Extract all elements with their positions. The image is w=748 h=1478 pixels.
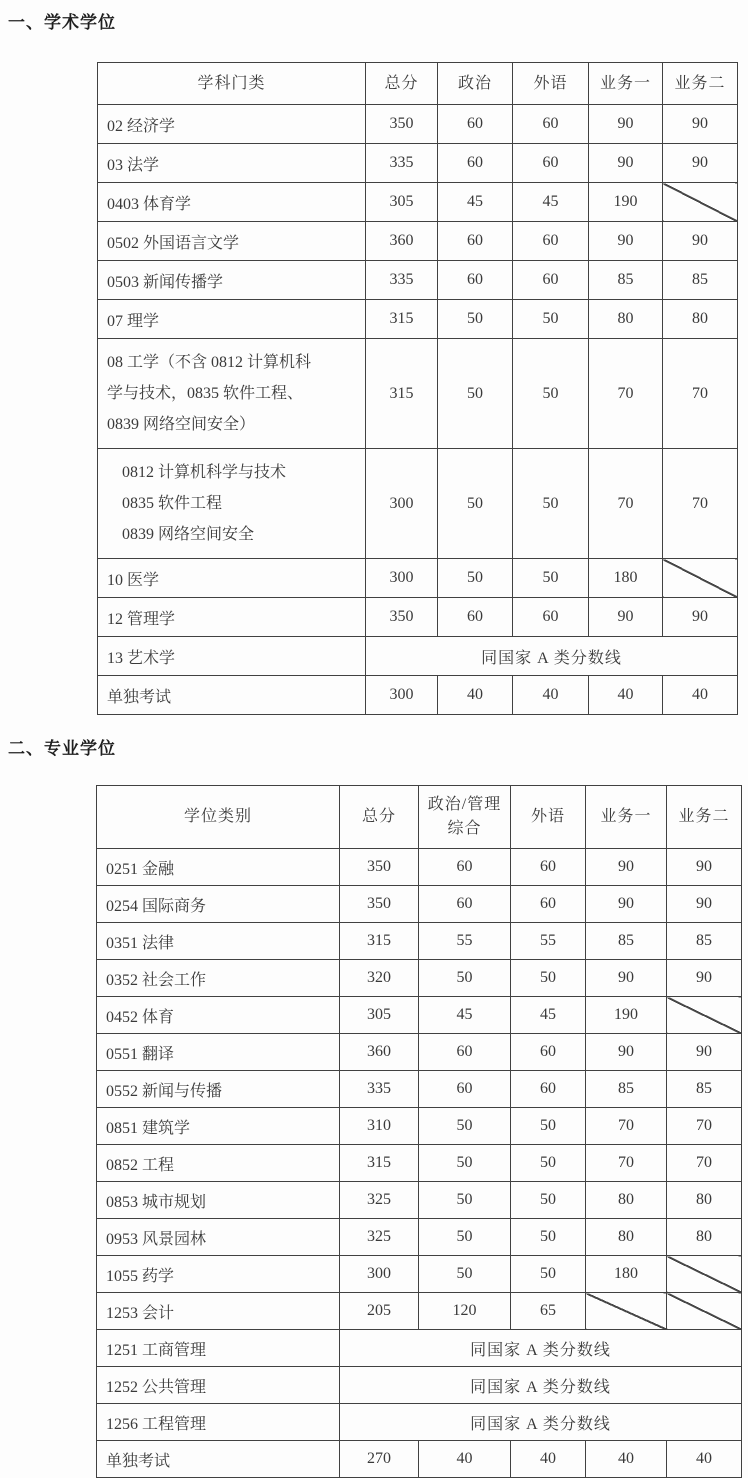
score-cell: 50 (511, 1182, 586, 1219)
score-cell: 60 (513, 261, 589, 300)
category-cell: 0403 体育学 (98, 183, 366, 222)
table-row (98, 339, 738, 449)
category-line: 08 工学（不含 0812 计算机科 (107, 354, 312, 371)
crossed-out-cell (663, 559, 738, 598)
column-header: 学位类别 (97, 786, 340, 849)
score-cell: 70 (667, 1145, 742, 1182)
score-cell: 350 (366, 105, 438, 144)
score-cell: 90 (589, 144, 663, 183)
score-cell: 60 (419, 849, 511, 886)
category-cell (98, 339, 366, 449)
table-row (97, 1330, 742, 1367)
score-cell: 325 (340, 1219, 419, 1256)
table-row (97, 923, 742, 960)
score-cell: 60 (419, 1034, 511, 1071)
score-cell: 70 (667, 1108, 742, 1145)
score-cell: 320 (340, 960, 419, 997)
table-row (98, 559, 738, 598)
score-cell: 205 (340, 1293, 419, 1330)
column-header: 业务一 (589, 63, 663, 105)
score-cell: 50 (511, 1145, 586, 1182)
table-row (97, 1071, 742, 1108)
score-cell: 50 (511, 960, 586, 997)
score-cell: 60 (438, 222, 513, 261)
score-cell: 270 (340, 1441, 419, 1478)
category-cell: 13 艺术学 (98, 637, 366, 676)
category-cell: 单独考试 (97, 1441, 340, 1478)
category-cell: 0552 新闻与传播 (97, 1071, 340, 1108)
score-cell: 315 (366, 300, 438, 339)
table-row (97, 1293, 742, 1330)
score-cell: 60 (511, 1034, 586, 1071)
score-cell: 180 (586, 1256, 667, 1293)
column-header: 业务一 (586, 786, 667, 849)
score-cell: 50 (419, 1108, 511, 1145)
column-header: 总分 (340, 786, 419, 849)
score-cell: 315 (366, 339, 438, 449)
merged-note-cell: 同国家 A 类分数线 (366, 637, 738, 676)
category-cell: 12 管理学 (98, 598, 366, 637)
column-header: 业务二 (663, 63, 738, 105)
score-cell: 335 (366, 261, 438, 300)
table-row (98, 105, 738, 144)
score-cell: 45 (419, 997, 511, 1034)
score-cell: 55 (419, 923, 511, 960)
score-cell: 85 (663, 261, 738, 300)
category-cell: 07 理学 (98, 300, 366, 339)
score-cell: 300 (366, 449, 438, 559)
score-cell: 70 (586, 1145, 667, 1182)
score-cell: 90 (586, 886, 667, 923)
score-cell: 60 (419, 1071, 511, 1108)
score-cell: 180 (589, 559, 663, 598)
score-cell: 90 (663, 105, 738, 144)
score-cell: 85 (589, 261, 663, 300)
category-cell: 03 法学 (98, 144, 366, 183)
category-cell: 0851 建筑学 (97, 1108, 340, 1145)
score-cell: 190 (586, 997, 667, 1034)
category-cell: 1252 公共管理 (97, 1367, 340, 1404)
score-cell: 60 (513, 598, 589, 637)
category-cell: 0852 工程 (97, 1145, 340, 1182)
score-cell: 85 (667, 923, 742, 960)
table-row (97, 1256, 742, 1293)
score-cell: 40 (586, 1441, 667, 1478)
category-cell: 0503 新闻传播学 (98, 261, 366, 300)
score-cell: 80 (667, 1219, 742, 1256)
score-cell: 40 (419, 1441, 511, 1478)
score-cell: 325 (340, 1182, 419, 1219)
score-cell: 90 (589, 105, 663, 144)
category-line: 0835 软件工程 (122, 495, 223, 512)
score-cell: 50 (513, 559, 589, 598)
score-cell: 310 (340, 1108, 419, 1145)
score-cell: 60 (438, 261, 513, 300)
column-header: 政治 (438, 63, 513, 105)
table-row (97, 1108, 742, 1145)
score-cell: 190 (589, 183, 663, 222)
category-cell: 02 经济学 (98, 105, 366, 144)
table-row (98, 598, 738, 637)
category-cell (98, 449, 366, 559)
score-cell: 40 (511, 1441, 586, 1478)
score-cell: 90 (589, 222, 663, 261)
crossed-out-cell (667, 1293, 742, 1330)
score-cell: 70 (589, 449, 663, 559)
score-cell: 90 (663, 144, 738, 183)
score-cell: 70 (589, 339, 663, 449)
score-cell: 90 (667, 886, 742, 923)
table-row (97, 1182, 742, 1219)
score-cell: 60 (513, 105, 589, 144)
score-cell: 350 (340, 886, 419, 923)
category-cell: 0254 国际商务 (97, 886, 340, 923)
score-cell: 90 (586, 960, 667, 997)
score-cell: 55 (511, 923, 586, 960)
score-cell: 350 (366, 598, 438, 637)
score-cell: 315 (340, 923, 419, 960)
column-header: 政治/管理综合 (419, 786, 511, 849)
score-cell: 70 (663, 339, 738, 449)
score-cell: 85 (586, 1071, 667, 1108)
score-cell: 45 (438, 183, 513, 222)
score-cell: 350 (340, 849, 419, 886)
table-row (98, 144, 738, 183)
category-cell: 1251 工商管理 (97, 1330, 340, 1367)
score-cell: 315 (340, 1145, 419, 1182)
section-title-academic: 一、学术学位 (8, 13, 116, 32)
table-row (97, 960, 742, 997)
table-row (97, 886, 742, 923)
score-cell: 50 (513, 339, 589, 449)
professional-degree-score-table (96, 785, 742, 1478)
score-cell: 50 (511, 1219, 586, 1256)
category-cell: 0953 风景园林 (97, 1219, 340, 1256)
score-cell: 70 (586, 1108, 667, 1145)
merged-note-cell: 同国家 A 类分数线 (340, 1367, 742, 1404)
score-cell: 65 (511, 1293, 586, 1330)
table-row (97, 1145, 742, 1182)
section-title-professional: 二、专业学位 (8, 739, 116, 758)
category-cell: 单独考试 (98, 676, 366, 715)
score-cell: 90 (667, 1034, 742, 1071)
score-cell: 335 (340, 1071, 419, 1108)
score-cell: 300 (366, 559, 438, 598)
table-row (98, 183, 738, 222)
category-cell: 0502 外国语言文学 (98, 222, 366, 261)
table-row (98, 449, 738, 559)
table-row (97, 849, 742, 886)
table-row (98, 676, 738, 715)
score-cell: 50 (511, 1108, 586, 1145)
category-cell: 1256 工程管理 (97, 1404, 340, 1441)
score-cell: 60 (513, 222, 589, 261)
score-cell: 60 (438, 105, 513, 144)
score-cell: 60 (438, 598, 513, 637)
category-cell: 0551 翻译 (97, 1034, 340, 1071)
category-cell: 0452 体育 (97, 997, 340, 1034)
category-line: 学与技术，0835 软件工程、 (107, 385, 304, 402)
score-cell: 50 (438, 339, 513, 449)
category-cell: 0351 法律 (97, 923, 340, 960)
table-row (97, 997, 742, 1034)
score-cell: 50 (419, 1256, 511, 1293)
score-cell: 50 (419, 1145, 511, 1182)
score-cell: 45 (511, 997, 586, 1034)
category-cell: 0352 社会工作 (97, 960, 340, 997)
column-header: 学科门类 (98, 63, 366, 105)
score-cell: 360 (366, 222, 438, 261)
column-header: 外语 (513, 63, 589, 105)
score-cell: 360 (340, 1034, 419, 1071)
column-header: 总分 (366, 63, 438, 105)
score-cell: 90 (663, 222, 738, 261)
category-line: 0812 计算机科学与技术 (122, 464, 287, 481)
table-row (98, 222, 738, 261)
score-cell: 90 (586, 1034, 667, 1071)
score-cell: 120 (419, 1293, 511, 1330)
table-row (97, 1404, 742, 1441)
crossed-out-cell (586, 1293, 667, 1330)
table-row (97, 1367, 742, 1404)
score-cell: 50 (511, 1256, 586, 1293)
score-cell: 60 (438, 144, 513, 183)
header-row (97, 786, 742, 849)
table-row (98, 261, 738, 300)
score-cell: 50 (513, 449, 589, 559)
crossed-out-cell (663, 183, 738, 222)
score-cell: 90 (663, 598, 738, 637)
score-cell: 60 (511, 1071, 586, 1108)
score-cell: 40 (667, 1441, 742, 1478)
category-line: 0839 网络空间安全 (122, 526, 255, 543)
header-row (98, 63, 738, 105)
score-cell: 90 (586, 849, 667, 886)
table-row (98, 300, 738, 339)
table-row (97, 1034, 742, 1071)
score-cell: 80 (586, 1219, 667, 1256)
category-line: 0839 网络空间安全） (107, 416, 256, 433)
score-cell: 50 (438, 449, 513, 559)
score-cell: 45 (513, 183, 589, 222)
score-cell: 60 (513, 144, 589, 183)
score-cell: 50 (513, 300, 589, 339)
score-cell: 40 (589, 676, 663, 715)
column-header: 业务二 (667, 786, 742, 849)
score-cell: 40 (438, 676, 513, 715)
score-cell: 85 (586, 923, 667, 960)
score-cell: 70 (663, 449, 738, 559)
score-cell: 60 (511, 849, 586, 886)
category-cell: 1055 药学 (97, 1256, 340, 1293)
score-cell: 305 (366, 183, 438, 222)
score-cell: 40 (663, 676, 738, 715)
score-cell: 50 (419, 1219, 511, 1256)
score-cell: 90 (667, 960, 742, 997)
score-cell: 90 (667, 849, 742, 886)
score-cell: 300 (366, 676, 438, 715)
column-header: 外语 (511, 786, 586, 849)
score-cell: 60 (511, 886, 586, 923)
table-row (97, 1219, 742, 1256)
score-cell: 85 (667, 1071, 742, 1108)
category-cell: 10 医学 (98, 559, 366, 598)
score-cell: 50 (419, 960, 511, 997)
crossed-out-cell (667, 997, 742, 1034)
score-cell: 80 (589, 300, 663, 339)
score-cell: 90 (589, 598, 663, 637)
merged-note-cell: 同国家 A 类分数线 (340, 1330, 742, 1367)
score-cell: 50 (438, 300, 513, 339)
academic-degree-score-table (97, 62, 738, 715)
score-cell: 305 (340, 997, 419, 1034)
category-cell: 1253 会计 (97, 1293, 340, 1330)
score-cell: 80 (586, 1182, 667, 1219)
crossed-out-cell (667, 1256, 742, 1293)
category-cell: 0853 城市规划 (97, 1182, 340, 1219)
score-cell: 50 (419, 1182, 511, 1219)
score-cell: 60 (419, 886, 511, 923)
table-row (98, 637, 738, 676)
score-cell: 50 (438, 559, 513, 598)
score-cell: 335 (366, 144, 438, 183)
score-cell: 80 (667, 1182, 742, 1219)
merged-note-cell: 同国家 A 类分数线 (340, 1404, 742, 1441)
table-row (97, 1441, 742, 1478)
score-cell: 300 (340, 1256, 419, 1293)
category-cell: 0251 金融 (97, 849, 340, 886)
score-cell: 40 (513, 676, 589, 715)
score-cell: 80 (663, 300, 738, 339)
